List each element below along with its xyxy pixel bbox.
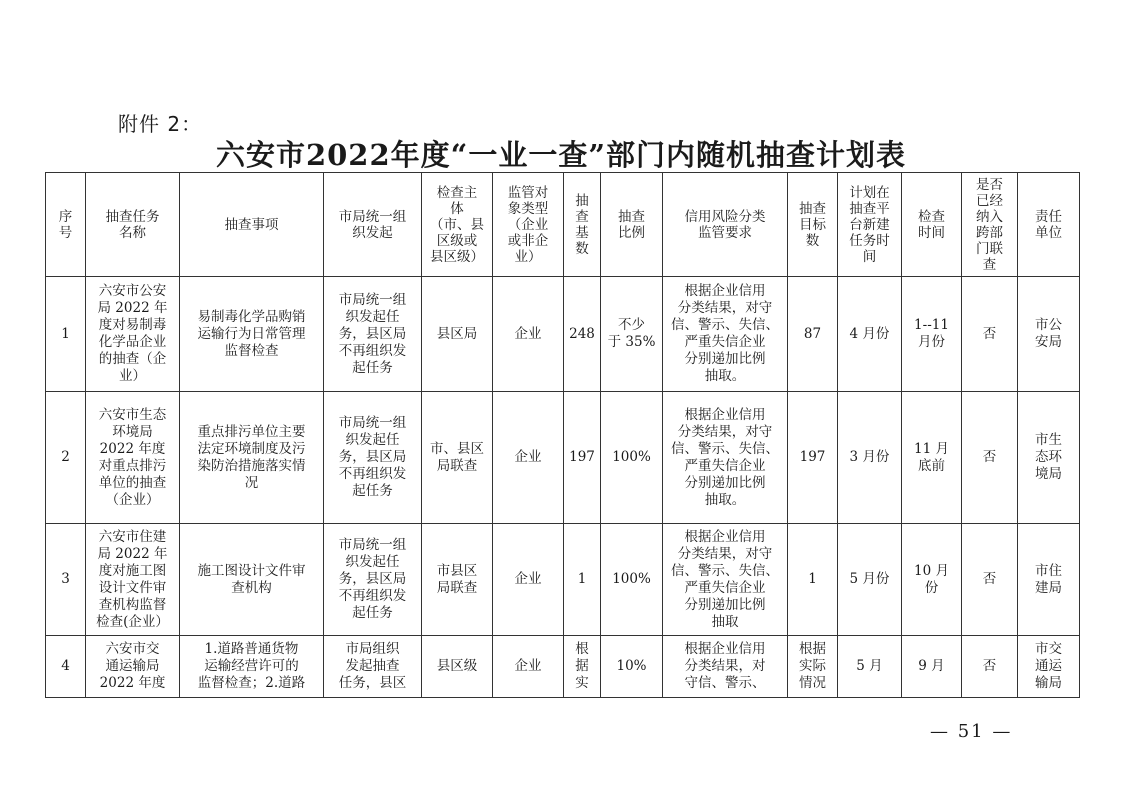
- check-time-cell: 1--11 月份: [902, 277, 962, 392]
- header-cell: 责任 单位: [1018, 173, 1080, 277]
- target-number-cell: 根据 实际 情况: [788, 636, 838, 698]
- initiation-cell: 市局统一组 织发起任 务，县区局 不再组织发 起任务: [324, 524, 422, 636]
- credit-requirement-cell: 根据企业信用 分类结果，对守 信、警示、失信、 严重失信企业 分别递加比例 抽取: [663, 524, 788, 636]
- credit-requirement-cell: 根据企业信用 分类结果，对 守信、警示、: [663, 636, 788, 698]
- base-count-cell: 1: [564, 524, 601, 636]
- base-count-cell: 根 据 实: [564, 636, 601, 698]
- row-number: 2: [46, 392, 86, 524]
- header-cell: 市局统一组 织发起: [324, 173, 422, 277]
- target-number-cell: 197: [788, 392, 838, 524]
- header-cell: 信用风险分类 监管要求: [663, 173, 788, 277]
- row-number: 3: [46, 524, 86, 636]
- ratio-cell: 100%: [601, 392, 663, 524]
- joint-check-cell: 否: [962, 277, 1018, 392]
- inspection-plan-table: [45, 172, 1080, 698]
- base-count-cell: 197: [564, 392, 601, 524]
- plan-time-cell: 5 月份: [838, 524, 902, 636]
- ratio-cell: 不少 于 35%: [601, 277, 663, 392]
- target-type-cell: 企业: [493, 636, 564, 698]
- inspection-subject-cell: 县区级: [422, 636, 493, 698]
- task-name-cell: 六安市生态 环境局 2022 年度 对重点排污 单位的抽查 （企业）: [86, 392, 180, 524]
- header-cell: 抽查事项: [180, 173, 324, 277]
- initiation-cell: 市局统一组 织发起任 务，县区局 不再组织发 起任务: [324, 277, 422, 392]
- table-header-row: [46, 173, 1080, 277]
- target-number-cell: 1: [788, 524, 838, 636]
- joint-check-cell: 否: [962, 392, 1018, 524]
- credit-requirement-cell: 根据企业信用 分类结果，对守 信、警示、失信、 严重失信企业 分别递加比例 抽取。: [663, 277, 788, 392]
- annex-label: 附件 2：: [118, 112, 203, 136]
- inspection-subject-cell: 市、县区 局联查: [422, 392, 493, 524]
- target-type-cell: 企业: [493, 277, 564, 392]
- check-time-cell: 9 月: [902, 636, 962, 698]
- document-title: 六安市2022年度“一业一查”部门内随机抽查计划表: [215, 138, 907, 172]
- header-cell: 抽 查 基 数: [564, 173, 601, 277]
- table-row: [46, 277, 1080, 392]
- task-name-cell: 六安市住建 局 2022 年 度对施工图 设计文件审 查机构监督 检查(企业）: [86, 524, 180, 636]
- header-cell: 抽查 比例: [601, 173, 663, 277]
- task-name-cell: 六安市交 通运输局 2022 年度: [86, 636, 180, 698]
- ratio-cell: 100%: [601, 524, 663, 636]
- table-row: [46, 524, 1080, 636]
- target-type-cell: 企业: [493, 524, 564, 636]
- initiation-cell: 市局统一组 织发起任 务，县区局 不再组织发 起任务: [324, 392, 422, 524]
- check-time-cell: 10 月 份: [902, 524, 962, 636]
- row-number: 4: [46, 636, 86, 698]
- inspection-subject-cell: 县区局: [422, 277, 493, 392]
- credit-requirement-cell: 根据企业信用 分类结果，对守 信、警示、失信、 严重失信企业 分别递加比例 抽取。: [663, 392, 788, 524]
- inspection-subject-cell: 市县区 局联查: [422, 524, 493, 636]
- inspection-item-cell: 施工图设计文件审 查机构: [180, 524, 324, 636]
- ratio-cell: 10%: [601, 636, 663, 698]
- header-cell: 抽查任务 名称: [86, 173, 180, 277]
- responsible-unit-cell: 市住 建局: [1018, 524, 1080, 636]
- check-time-cell: 11 月 底前: [902, 392, 962, 524]
- header-cell: 计划在 抽查平 台新建 任务时 间: [838, 173, 902, 277]
- header-cell: 检查主 体 （市、县 区级或 县区级）: [422, 173, 493, 277]
- plan-time-cell: 3 月份: [838, 392, 902, 524]
- header-cell: 是否 已经 纳入 跨部 门联 查: [962, 173, 1018, 277]
- inspection-item-cell: 重点排污单位主要 法定环境制度及污 染防治措施落实情 况: [180, 392, 324, 524]
- header-cell: 检查 时间: [902, 173, 962, 277]
- responsible-unit-cell: 市交 通运 输局: [1018, 636, 1080, 698]
- header-cell: 序 号: [46, 173, 86, 277]
- responsible-unit-cell: 市生 态环 境局: [1018, 392, 1080, 524]
- joint-check-cell: 否: [962, 524, 1018, 636]
- inspection-item-cell: 1.道路普通货物 运输经营许可的 监督检查；2.道路: [180, 636, 324, 698]
- base-count-cell: 248: [564, 277, 601, 392]
- header-cell: 监管对 象类型 （企业 或非企 业）: [493, 173, 564, 277]
- header-cell: 抽查 目标 数: [788, 173, 838, 277]
- task-name-cell: 六安市公安 局 2022 年 度对易制毒 化学品企业 的抽查（企 业）: [86, 277, 180, 392]
- joint-check-cell: 否: [962, 636, 1018, 698]
- table-row: [46, 636, 1080, 698]
- responsible-unit-cell: 市公 安局: [1018, 277, 1080, 392]
- initiation-cell: 市局组织 发起抽查 任务，县区: [324, 636, 422, 698]
- plan-time-cell: 4 月份: [838, 277, 902, 392]
- target-type-cell: 企业: [493, 392, 564, 524]
- plan-time-cell: 5 月: [838, 636, 902, 698]
- page-number: — 51 —: [930, 721, 1013, 742]
- table-row: [46, 392, 1080, 524]
- target-number-cell: 87: [788, 277, 838, 392]
- inspection-item-cell: 易制毒化学品购销 运输行为日常管理 监督检查: [180, 277, 324, 392]
- row-number: 1: [46, 277, 86, 392]
